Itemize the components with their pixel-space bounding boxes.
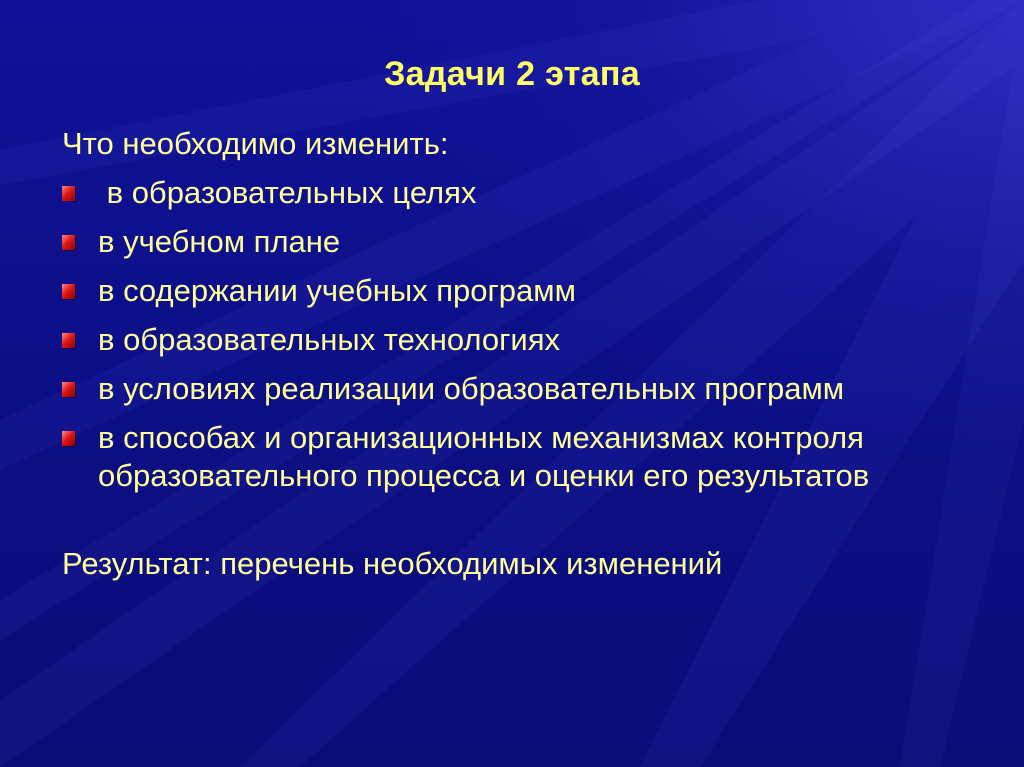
- list-item-text: в образовательных целях: [98, 175, 477, 210]
- list-item: [62, 419, 992, 495]
- intro-text: Что необходимо изменить:: [62, 126, 449, 161]
- list-item: [62, 321, 992, 359]
- list-item: [62, 272, 992, 310]
- result-text: Результат: перечень необходимых изменений: [62, 546, 723, 581]
- red-square-bullet-icon: [62, 382, 75, 397]
- red-square-bullet-icon: [62, 284, 75, 299]
- list-item-text: в содержании учебных программ: [98, 273, 576, 308]
- slide-title: Задачи 2 этапа: [384, 55, 640, 93]
- list-item-text: в условиях реализации образовательных программ: [98, 371, 845, 406]
- red-square-bullet-icon: [62, 186, 75, 201]
- red-square-bullet-icon: [62, 431, 75, 446]
- red-square-bullet-icon: [62, 333, 75, 348]
- list-item: [62, 174, 992, 212]
- list-item-text: в учебном плане: [98, 224, 341, 259]
- red-square-bullet-icon: [62, 235, 75, 250]
- list-item: [62, 370, 992, 408]
- slide-body: [62, 125, 992, 583]
- list-item-text: в способах и организационных механизмах контроля образовательного процесса и оценки его результатов: [98, 420, 870, 493]
- list-item: [62, 223, 992, 261]
- bullet-list: [62, 174, 992, 495]
- list-item-text: в образовательных технологиях: [98, 322, 560, 357]
